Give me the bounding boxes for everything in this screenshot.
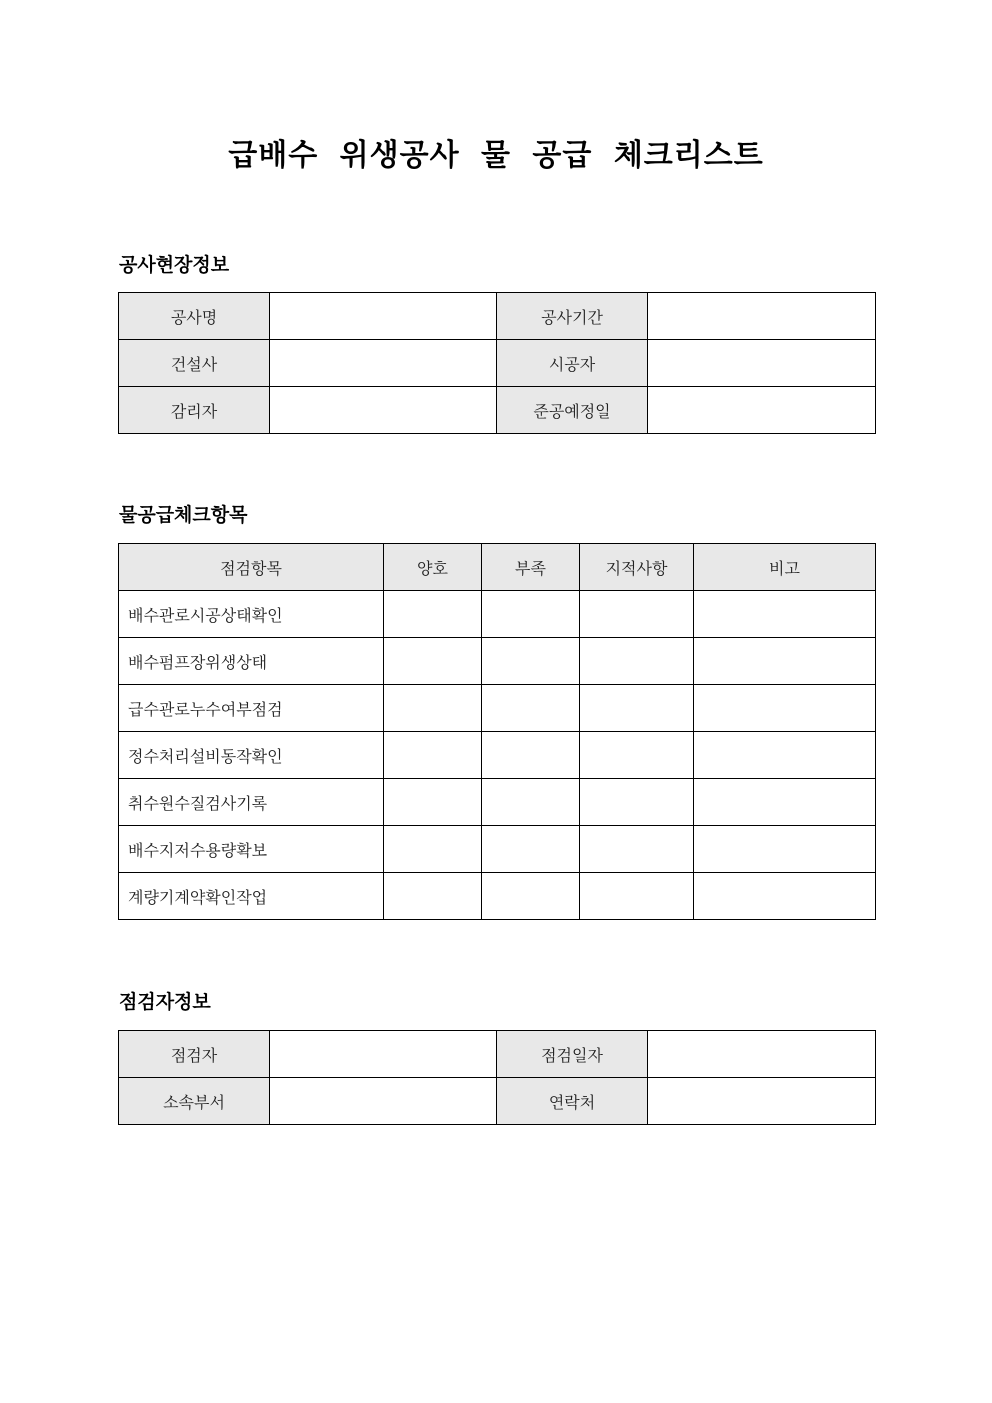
supervisor-label: 감리자 — [119, 387, 270, 434]
check-item-label: 배수펌프장위생상태 — [119, 638, 384, 685]
completion-date-label: 준공예정일 — [497, 387, 648, 434]
remarks-cell[interactable] — [580, 732, 694, 779]
lacking-cell[interactable] — [482, 779, 580, 826]
construction-period-field[interactable] — [648, 293, 876, 340]
remarks-cell[interactable] — [580, 685, 694, 732]
note-cell[interactable] — [694, 779, 876, 826]
column-header-remarks: 지적사항 — [580, 544, 694, 591]
column-header-lacking: 부족 — [482, 544, 580, 591]
inspector-field[interactable] — [270, 1031, 497, 1078]
column-header-good: 양호 — [384, 544, 482, 591]
remarks-cell[interactable] — [580, 591, 694, 638]
lacking-cell[interactable] — [482, 873, 580, 920]
table-row — [119, 591, 876, 638]
site-info-row — [119, 387, 876, 434]
check-item-label: 취수원수질검사기록 — [119, 779, 384, 826]
contact-label: 연락처 — [497, 1078, 648, 1125]
column-header-note: 비고 — [694, 544, 876, 591]
good-cell[interactable] — [384, 685, 482, 732]
table-row — [119, 826, 876, 873]
site-name-label: 공사명 — [119, 293, 270, 340]
note-cell[interactable] — [694, 591, 876, 638]
good-cell[interactable] — [384, 732, 482, 779]
note-cell[interactable] — [694, 732, 876, 779]
department-field[interactable] — [270, 1078, 497, 1125]
inspector-info-row — [119, 1078, 876, 1125]
site-info-row — [119, 340, 876, 387]
builder-field[interactable] — [270, 340, 497, 387]
table-row — [119, 685, 876, 732]
contact-field[interactable] — [648, 1078, 876, 1125]
supervisor-field[interactable] — [270, 387, 497, 434]
note-cell[interactable] — [694, 638, 876, 685]
good-cell[interactable] — [384, 591, 482, 638]
table-row — [119, 873, 876, 920]
checklist-heading: 물공급체크항목 — [119, 504, 248, 526]
check-item-label: 배수관로시공상태확인 — [119, 591, 384, 638]
inspection-date-label: 점검일자 — [497, 1031, 648, 1078]
check-item-label: 배수지저수용량확보 — [119, 826, 384, 873]
inspector-info-row — [119, 1031, 876, 1078]
check-item-label: 급수관로누수여부점검 — [119, 685, 384, 732]
lacking-cell[interactable] — [482, 638, 580, 685]
note-cell[interactable] — [694, 873, 876, 920]
check-item-label: 계량기계약확인작업 — [119, 873, 384, 920]
lacking-cell[interactable] — [482, 826, 580, 873]
site-info-heading: 공사현장정보 — [119, 254, 230, 276]
contractor-label: 시공자 — [497, 340, 648, 387]
site-info-row — [119, 293, 876, 340]
check-item-label: 정수처리설비동작확인 — [119, 732, 384, 779]
good-cell[interactable] — [384, 779, 482, 826]
site-name-field[interactable] — [270, 293, 497, 340]
table-row — [119, 779, 876, 826]
site-info-table — [118, 292, 876, 434]
note-cell[interactable] — [694, 826, 876, 873]
department-label: 소속부서 — [119, 1078, 270, 1125]
lacking-cell[interactable] — [482, 732, 580, 779]
table-row — [119, 732, 876, 779]
lacking-cell[interactable] — [482, 591, 580, 638]
inspector-label: 점검자 — [119, 1031, 270, 1078]
remarks-cell[interactable] — [580, 826, 694, 873]
table-row — [119, 638, 876, 685]
checklist-header-row — [119, 544, 876, 591]
construction-period-label: 공사기간 — [497, 293, 648, 340]
remarks-cell[interactable] — [580, 873, 694, 920]
remarks-cell[interactable] — [580, 779, 694, 826]
inspection-date-field[interactable] — [648, 1031, 876, 1078]
inspector-info-heading: 점검자정보 — [119, 991, 211, 1013]
good-cell[interactable] — [384, 826, 482, 873]
contractor-field[interactable] — [648, 340, 876, 387]
good-cell[interactable] — [384, 638, 482, 685]
good-cell[interactable] — [384, 873, 482, 920]
builder-label: 건설사 — [119, 340, 270, 387]
inspector-info-table — [118, 1030, 876, 1125]
lacking-cell[interactable] — [482, 685, 580, 732]
note-cell[interactable] — [694, 685, 876, 732]
remarks-cell[interactable] — [580, 638, 694, 685]
checklist-table — [118, 543, 876, 920]
document-title: 급배수 위생공사 물 공급 체크리스트 — [228, 138, 764, 173]
completion-date-field[interactable] — [648, 387, 876, 434]
column-header-item: 점검항목 — [119, 544, 384, 591]
